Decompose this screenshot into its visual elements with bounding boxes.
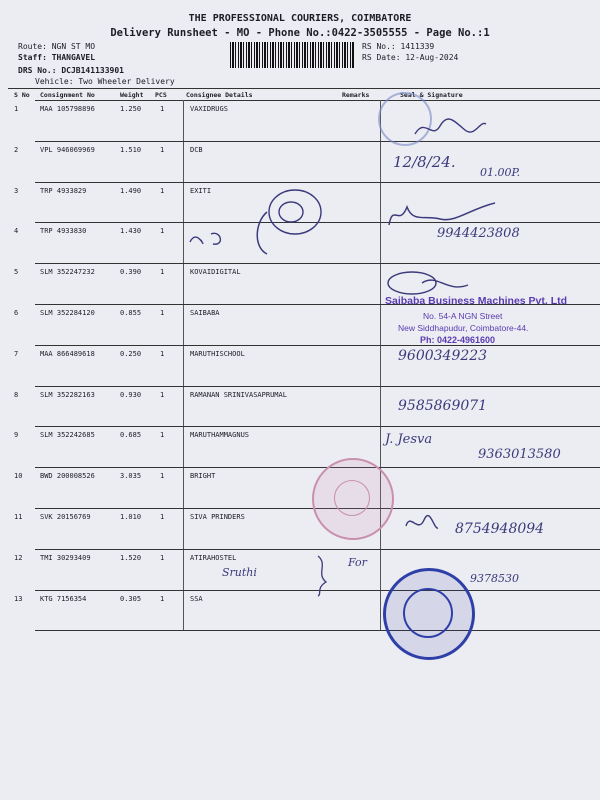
cell-weight: 0.305	[120, 594, 142, 603]
cell-consignment: MAA 105798896	[40, 105, 95, 113]
cell-consignee: SAIBABA	[190, 309, 220, 317]
cell-sno: 11	[14, 513, 23, 521]
stamp-line3: Ph: 0422-4961600	[420, 335, 496, 345]
cell-weight: 0.930	[120, 390, 142, 399]
cell-consignee: MARUTHISCHOOL	[190, 349, 245, 358]
table-row	[0, 387, 600, 428]
cell-weight: 1.250	[120, 105, 142, 113]
cell-consignment: BWD 200008526	[40, 472, 95, 481]
scribble-exiti	[185, 182, 335, 267]
col-sno: S No	[14, 91, 30, 99]
hw-phone-row9: 9363013580	[478, 447, 561, 462]
cell-consignee: DCB	[190, 145, 203, 154]
cell-pcs: 1	[160, 145, 165, 154]
hw-remark-row12: Sruthi	[222, 566, 257, 579]
seal-srinivasa-inner	[403, 588, 453, 638]
cell-sno: 2	[14, 145, 19, 154]
cell-consignment: TMI 30293409	[40, 553, 91, 562]
cell-weight: 0.250	[120, 349, 142, 358]
cell-consignment: SVK 20156769	[40, 513, 91, 521]
hw-phone-row4: 9944423808	[437, 226, 520, 241]
cell-weight: 3.035	[120, 472, 142, 481]
table-row	[0, 468, 600, 509]
cell-consignment: SLM 352242685	[40, 431, 95, 440]
table-top-rule	[8, 88, 600, 89]
col-seal: Seal & Signature	[400, 91, 463, 99]
cell-consignee: MARUTHAMMAGNUS	[190, 431, 250, 440]
bracket-scribble	[312, 552, 334, 597]
vehicle-label: Vehicle: Two Wheeler Delivery	[35, 77, 175, 86]
hw-phone-row12: 9378530	[470, 572, 519, 585]
signature-row1	[410, 112, 490, 142]
cell-consignment: SLM 352284120	[40, 309, 95, 317]
cell-sno: 10	[14, 472, 23, 481]
col-consignment: Consignment No	[40, 91, 95, 99]
col-pcs: PCS	[155, 91, 167, 99]
cell-sno: 3	[14, 186, 19, 195]
cell-consignee: EXITI	[190, 186, 212, 195]
cell-pcs: 1	[160, 349, 165, 358]
cell-sno: 1	[14, 105, 19, 113]
cell-pcs: 1	[160, 309, 165, 317]
cell-consignment: MAA 866489618	[40, 349, 95, 358]
cell-weight: 1.010	[120, 513, 142, 521]
rs-date: RS Date: 12-Aug-2024	[362, 53, 459, 62]
table-row	[0, 101, 600, 142]
runsheet-subtitle: Delivery Runsheet - MO - Phone No.:0422-3505555 - Page No.:1	[110, 27, 490, 39]
rs-number: RS No.: 1411339	[362, 42, 435, 51]
stamp-company: Saibaba Business Machines Pvt. Ltd	[385, 295, 568, 307]
cell-consignee: SIVA PRINDERS	[190, 513, 245, 521]
cell-weight: 1.520	[120, 553, 142, 562]
table-row	[0, 591, 600, 632]
hw-phone-row7: 9600349223	[398, 348, 488, 364]
barcode	[230, 42, 355, 68]
row-rule	[35, 630, 600, 631]
hw-phone-row11: 8754948094	[455, 521, 545, 537]
cell-sno: 12	[14, 553, 23, 562]
cell-pcs: 1	[160, 594, 165, 603]
cell-consignment: KTG 7156354	[40, 594, 87, 603]
cell-sno: 4	[14, 227, 19, 236]
col-weight: Weight	[120, 91, 144, 99]
cell-sno: 8	[14, 390, 19, 399]
route-label: Route: NGN ST MO	[18, 42, 96, 51]
cell-consignment: TRP 4933829	[40, 186, 87, 195]
cell-weight: 1.510	[120, 145, 142, 154]
hw-time: 01.00P.	[480, 166, 521, 179]
cell-sno: 5	[14, 268, 19, 277]
cell-sno: 9	[14, 431, 19, 440]
staff-label: Staff: THANGAVEL	[18, 53, 96, 62]
col-consignee: Consignee Details	[186, 91, 253, 99]
hw-for-row12: For	[348, 556, 367, 569]
stamp-line1: No. 54-A NGN Street	[423, 311, 503, 321]
cell-pcs: 1	[160, 390, 165, 399]
hw-phone-row8: 9585869071	[398, 398, 488, 414]
cell-consignee: VAXIDRUGS	[190, 105, 228, 113]
signature-row11	[400, 508, 440, 538]
cell-consignee: RAMANAN SRINIVASAPRUMAL	[190, 390, 287, 399]
cell-consignment: SLM 352247232	[40, 268, 95, 277]
cell-pcs: 1	[160, 431, 165, 440]
cell-weight: 1.490	[120, 186, 142, 195]
cell-weight: 0.390	[120, 268, 142, 277]
table-row	[0, 346, 600, 387]
cell-pcs: 1	[160, 513, 165, 521]
cell-consignee: ATIRAHOSTEL	[190, 553, 237, 562]
cell-consignment: VPL 946069969	[40, 145, 95, 154]
seal-bright-inner	[334, 480, 370, 516]
cell-pcs: 1	[160, 553, 165, 562]
cell-pcs: 1	[160, 268, 165, 277]
company-title: THE PROFESSIONAL COURIERS, COIMBATORE	[188, 13, 412, 24]
stamp-line2: New Siddhapudur, Coimbatore-44.	[398, 323, 529, 333]
drs-number: DRS No.: DCJB141133901	[18, 66, 124, 75]
col-remarks: Remarks	[342, 91, 370, 99]
cell-pcs: 1	[160, 186, 165, 195]
cell-consignee: SSA	[190, 594, 203, 603]
cell-sno: 7	[14, 349, 19, 358]
cell-consignee: BRIGHT	[190, 472, 216, 481]
cell-weight: 0.685	[120, 431, 142, 440]
cell-consignment: TRP 4933830	[40, 227, 87, 236]
cell-pcs: 1	[160, 105, 165, 113]
hw-date: 12/8/24.	[393, 153, 456, 171]
cell-consignment: SLM 352282163	[40, 390, 95, 399]
cell-pcs: 1	[160, 227, 165, 236]
hw-name-row9: J. Jesva	[385, 432, 433, 447]
cell-sno: 13	[14, 594, 23, 603]
cell-weight: 0.855	[120, 309, 142, 317]
cell-consignee: KOVAIDIGITAL	[190, 268, 241, 277]
cell-weight: 1.430	[120, 227, 142, 236]
cell-sno: 6	[14, 309, 19, 317]
cell-pcs: 1	[160, 472, 165, 481]
